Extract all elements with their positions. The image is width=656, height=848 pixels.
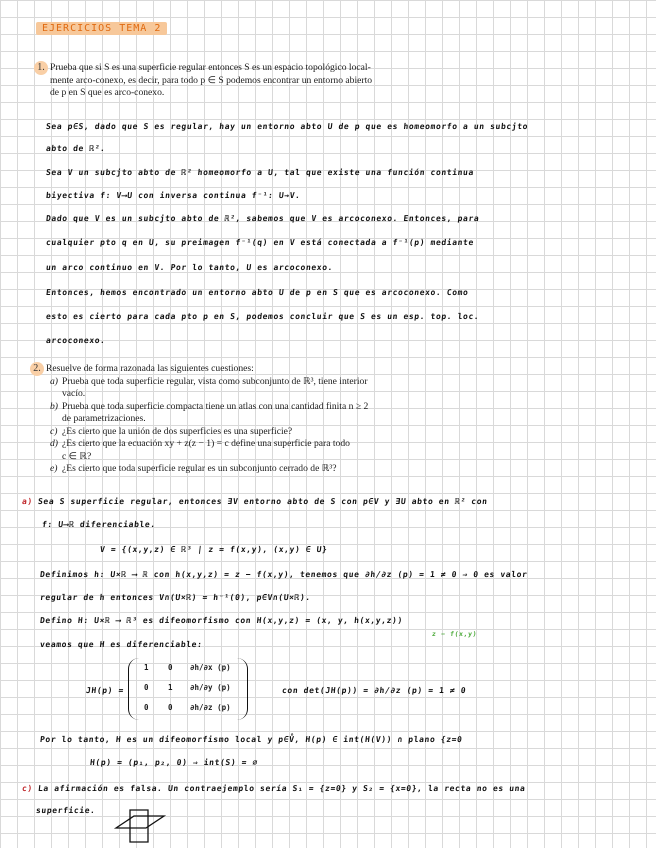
handwritten-line: abto de ℝ². [45, 144, 107, 153]
question-item-cont: c ∈ ℝ? [62, 450, 92, 462]
matrix-cell: 0 [168, 663, 173, 672]
handwritten-line: Dado que V es un subcjto abto de ℝ², sabemos que V es arcoconexo. Entonces, para [45, 214, 480, 223]
matrix-cell: ∂h/∂z (p) [190, 703, 231, 712]
matrix-cell: 1 [144, 663, 149, 672]
answer-label-a: a) [21, 497, 34, 506]
handwritten-line: regular de h entonces V∩(U×ℝ) = h⁻¹(0), p∈V∩(U×ℝ). [39, 593, 312, 602]
matrix-cell: ∂h/∂y (p) [190, 683, 231, 692]
handwritten-line: Sea S superficie regular, entonces ∃V entorno abto de S con p∈V y ∃U abto en ℝ² con [37, 497, 489, 506]
handwritten-line: veamos que H es diferenciable: [39, 640, 203, 649]
exercise-2-statement [46, 363, 466, 476]
matrix-left-bracket [128, 658, 139, 720]
handwritten-line: superficie. [35, 806, 97, 815]
handwritten-line: La afirmación es falsa. Un contraejemplo sería S₁ = {z=0} y S₂ = {x=0}, la recta no es una [37, 784, 526, 793]
page-title: EJERCICIOS TEMA 2 [36, 22, 167, 35]
question-item: b) Prueba que toda superficie compacta tiene un atlas con una cantidad finita n ≥ 2 [50, 400, 369, 412]
handwritten-line: Defino H: U×ℝ ⟶ ℝ³ es difeomorfismo con H(x,y,z) = (x, y, h(x,y,z)) [39, 616, 404, 625]
handwritten-line: Definimos h: U×ℝ ⟶ ℝ con h(x,y,z) = z − f(x,y), tenemos que ∂h/∂z (p) = 1 ≠ 0 ⇒ 0 es valor [39, 570, 528, 579]
handwritten-line: cualquier pto q en U, su preimagen f⁻¹(q) en V está conectada a f⁻¹(p) mediante [45, 238, 475, 247]
intersecting-planes-sketch [110, 806, 170, 846]
exercise-2-number: 2. [30, 362, 44, 376]
statement-line: mente arco-conexo, es decir, para todo p ∈ S podemos encontrar un entorno abierto [50, 74, 373, 86]
matrix-cell: 1 [168, 683, 173, 692]
handwritten-line: un arco continuo en V. Por lo tanto, U es arcoconexo. [45, 263, 334, 272]
handwritten-line: con det(JH(p)) = ∂h/∂z (p) = 1 ≠ 0 [281, 686, 467, 695]
matrix-cell: ∂h/∂x (p) [190, 663, 231, 672]
question-item: e) ¿Es cierto que toda superficie regular es un subconjunto cerrado de ℝ³? [50, 463, 337, 474]
handwritten-line: Por lo tanto, H es un difeomorfismo local y p∈V̊, H(p) ∈ int(H(V)) ∩ plano {z=0 [39, 735, 463, 744]
matrix-cell: 0 [144, 683, 149, 692]
handwritten-line: H(p) = (p₁, p₂, 0) ⇒ int(S) = ∅ [89, 758, 259, 767]
question-item-cont: de parametrizaciones. [62, 413, 146, 424]
exercise-2-intro: Resuelve de forma razonada las siguientes cuestiones: [46, 363, 254, 374]
question-item: d) ¿Es cierto que la ecuación xy + z(z − 1) = c define una superficie para todo [50, 438, 350, 449]
handwritten-line: Entonces, hemos encontrado un entorno abto U de p en S que es arcoconexo. Como [45, 288, 469, 297]
handwritten-line: arcoconexo. [45, 336, 107, 345]
handwritten-line: Sea V un subcjto abto de ℝ² homeomorfo a U, tal que existe una función continua [45, 168, 475, 177]
question-item-cont: vacío. [62, 388, 86, 399]
matrix-cell: 0 [168, 703, 173, 712]
handwritten-line: Sea p∈S, dado que S es regular, hay un entorno abto U de p que es homeomorfo a un subcjto [45, 122, 529, 131]
exercise-1-number: 1. [34, 61, 48, 75]
exercise-1-statement [50, 62, 460, 100]
handwritten-line: f: U⟶ℝ diferenciable. [41, 520, 157, 529]
handwritten-line: esto es cierto para cada pto p en S, podemos concluir que S es un esp. top. loc. [45, 312, 480, 321]
handwritten-line: biyectiva f: V⟶U con inversa continua f⁻¹: U→V. [45, 191, 302, 200]
question-list [50, 376, 466, 476]
question-item: c) ¿Es cierto que la unión de dos superficies es una superficie? [50, 425, 293, 437]
statement-line: de p en S que es arco-conexo. [50, 87, 165, 98]
statement-line: Prueba que si S es una superficie regular entonces S es un espacio topológico local- [50, 62, 371, 73]
handwritten-note: z − f(x,y) [431, 630, 478, 638]
question-item: a) Prueba que toda superficie regular, vista como subconjunto de ℝ³, tiene interior [50, 375, 368, 387]
jacobian-matrix [128, 658, 248, 720]
answer-label-c: c) [21, 784, 34, 793]
handwritten-line: V = {(x,y,z) ∈ ℝ³ | z = f(x,y), (x,y) ∈ U} [99, 545, 328, 554]
jacobian-label: JH(p) = [85, 686, 125, 695]
matrix-cell: 0 [144, 703, 149, 712]
matrix-right-bracket [237, 658, 248, 720]
